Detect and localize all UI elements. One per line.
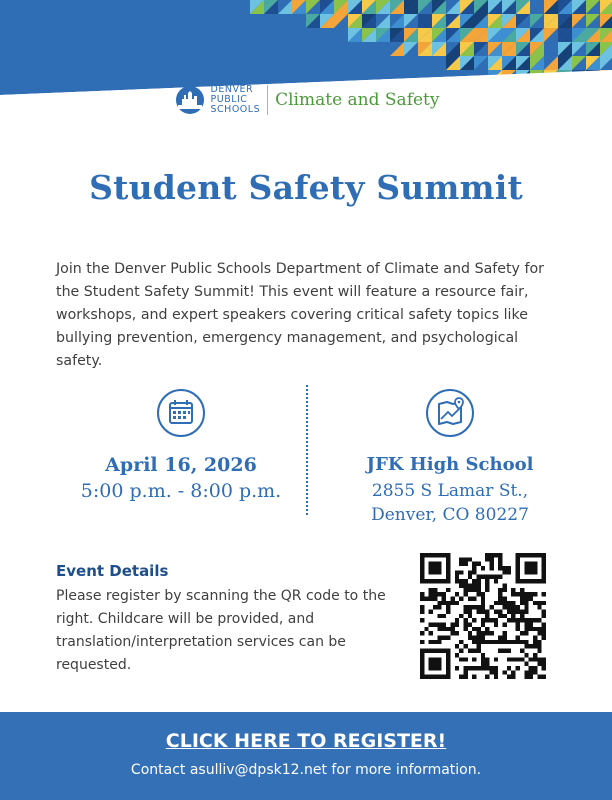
logo-wordmark [211,85,261,115]
event-date: April 16, 2026 [105,454,257,476]
event-when [56,388,306,502]
logo-row [0,80,612,120]
address-line-2: Denver, CO 80227 [371,505,529,525]
intro-paragraph: Join the Denver Public Schools Department of Climate and Safety for the Student Safety Summit! This event will feature a resource fair, workshops, and expert speakers covering critical safety topics like bullying prevention, emergency management, and psychological safety. [56,261,544,369]
logo-line-1: DENVER [210,84,254,95]
address-line-1: 2855 S Lamar St., [371,481,529,501]
details-heading: Event Details [56,562,169,580]
page-title: Student Safety Summit [89,168,523,207]
details-body: Please register by scanning the QR code to the right. Childcare will be provided, and translation/interpretation services can be requested. [56,588,386,673]
registration-qr-code[interactable] [420,553,546,679]
event-address [310,479,590,527]
logo-line-3: SCHOOLS [210,104,261,115]
column-divider [306,385,308,515]
contact-info: Contact asulliv@dpsk12.net for more information. [130,762,482,778]
event-where [310,388,590,527]
register-link[interactable]: CLICK HERE TO REGISTER! [165,730,447,752]
city-skyline-icon [173,85,207,115]
logo-separator [267,85,268,115]
logo-line-2: PUBLIC [210,94,248,105]
department-name: Climate and Safety [275,90,440,110]
event-time: 5:00 p.m. - 8:00 p.m. [80,480,282,502]
event-venue: JFK High School [366,454,534,475]
map-icon [425,388,475,438]
footer-bar [0,712,612,800]
calendar-icon [156,388,206,438]
dps-logo [173,85,261,115]
